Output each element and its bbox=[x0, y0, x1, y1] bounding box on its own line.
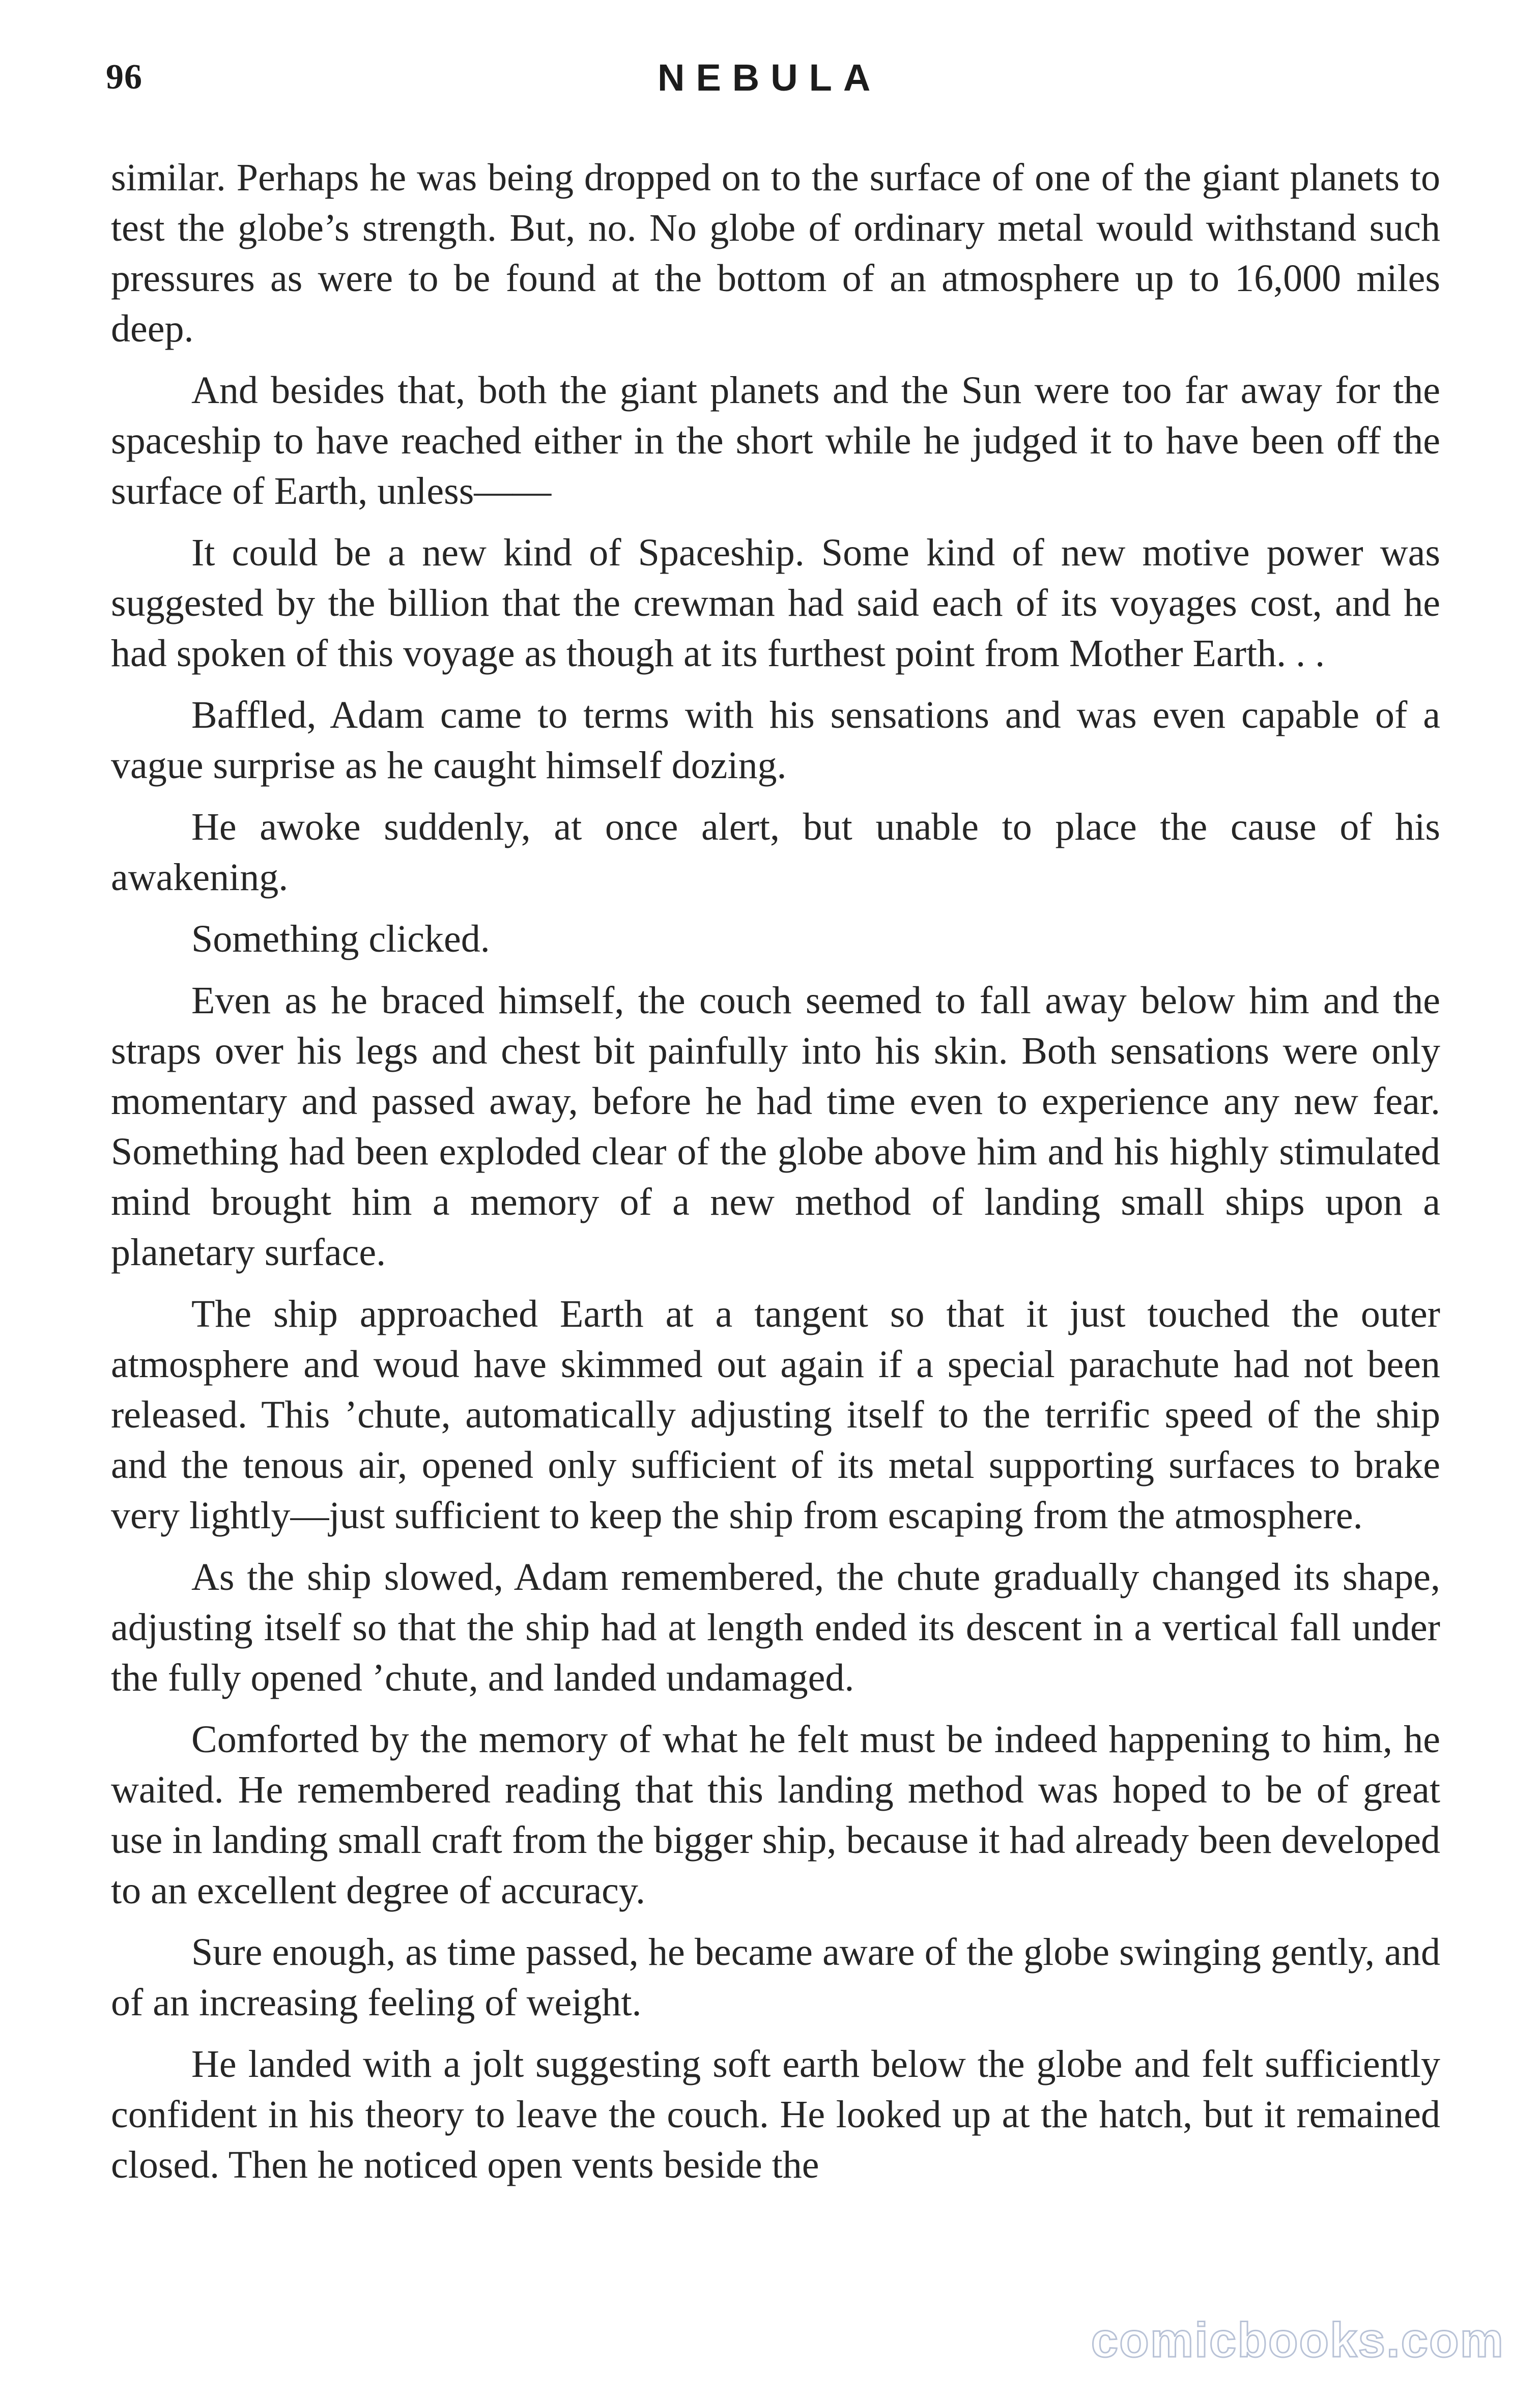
paragraph: Something clicked. bbox=[191, 918, 490, 960]
paragraph: He awoke suddenly, at once alert, but unable to place the cause of his awakening. bbox=[111, 806, 1440, 899]
page-number: 96 bbox=[106, 58, 142, 97]
paragraph: It could be a new kind of Spaceship. Some kind of new motive power was suggested by the billion that the crewman had said each of its voyages cost, and he had spoken of this voyage as though at its furthest point from Mother Earth. . . bbox=[111, 531, 1440, 675]
running-title: NEBULA bbox=[658, 56, 882, 99]
paragraph: As the ship slowed, Adam remembered, the chute gradually changed its shape, adjusting itself so that the ship had at length ended its descent in a vertical fall under the fully opened ’chute, and landed undamaged. bbox=[111, 1556, 1440, 1699]
paragraph: He landed with a jolt suggesting soft earth below the globe and felt sufficiently confident in his theory to leave the couch. He looked up at the hatch, but it remained closed. Then he noticed open vents beside the bbox=[111, 2043, 1440, 2186]
paragraph: Comforted by the memory of what he felt must be indeed happening to him, he waited. He remembered reading that this landing method was hoped to be of great use in landing small craft from the bigger ship, because it had already been developed to an excellent degree of accuracy. bbox=[111, 1718, 1440, 1912]
paragraph: Baffled, Adam came to terms with his sensations and was even capable of a vague surprise as he caught himself dozing. bbox=[111, 694, 1440, 787]
body-text bbox=[111, 153, 1440, 2202]
paragraph: Even as he braced himself, the couch seemed to fall away below him and the straps over his legs and chest bit painfully into his skin. Both sensations were only momentary and passed away, before he had time even to experience any new fear. Something had been exploded clear of the globe above him and his highly stimulated mind brought him a memory of a new method of landing small ships upon a planetary surface. bbox=[111, 979, 1440, 1274]
paragraph: Sure enough, as time passed, he became aware of the globe swinging gently, and of an increasing feeling of weight. bbox=[111, 1931, 1440, 2024]
paragraph: The ship approached Earth at a tangent so that it just touched the outer atmosphere and woud have skimmed out again if a special parachute had not been released. This ’chute, automatically adjusting itself to the terrific speed of the ship and the tenous air, opened only sufficient of its metal supporting surfaces to brake very lightly—just sufficient to keep the ship from escaping from the atmosphere. bbox=[111, 1293, 1440, 1537]
paragraph: similar. Perhaps he was being dropped on to the surface of one of the giant planets to test the globe’s strength. But, no. No globe of ordinary metal would withstand such pressures as were to be found at the bottom of an atmosphere up to 16,000 miles deep. bbox=[111, 156, 1440, 350]
paragraph: And besides that, both the giant planets and the Sun were too far away for the spaceship to have reached either in the short while he judged it to have been off the surface of Earth, unless—— bbox=[111, 369, 1440, 512]
watermark: comicbooks.com bbox=[1091, 2313, 1504, 2367]
